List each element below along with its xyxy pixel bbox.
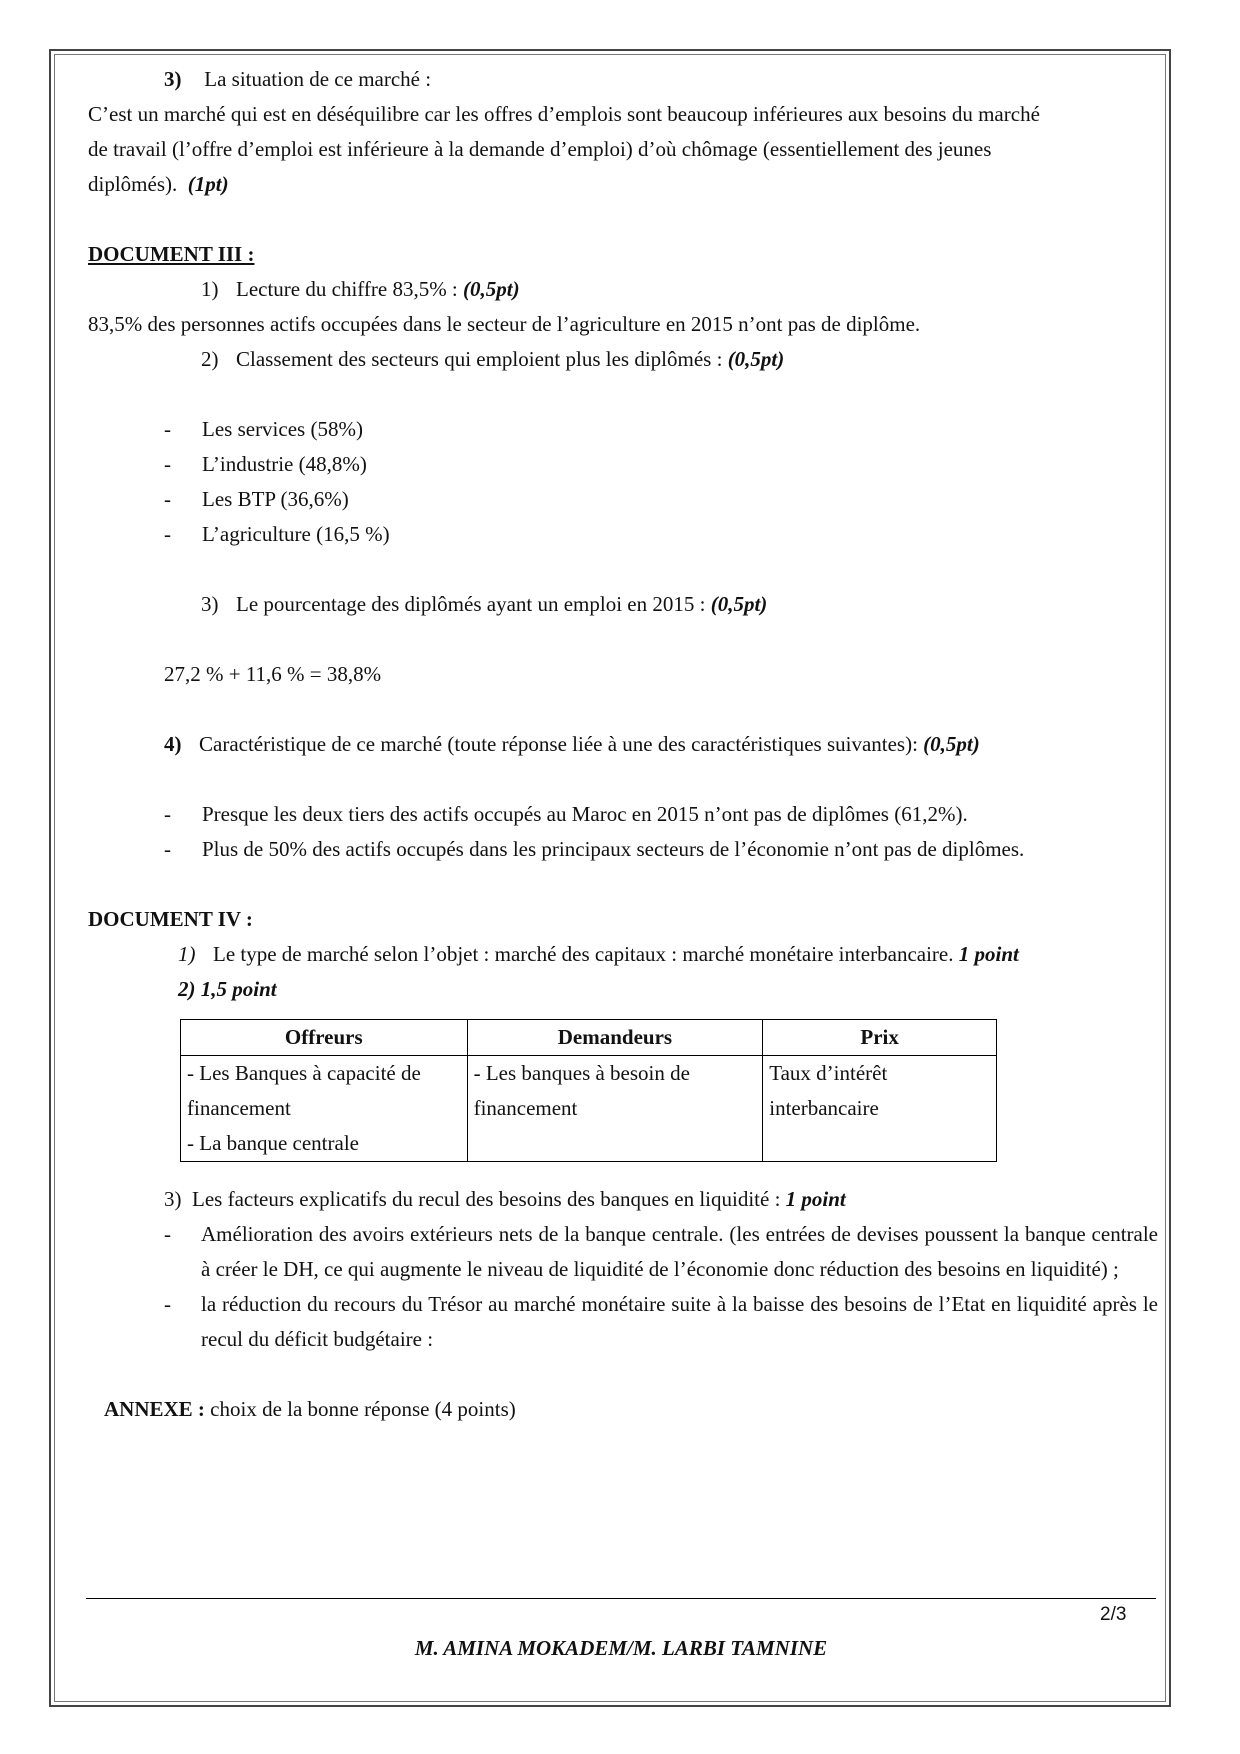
doc3-q2	[88, 342, 1158, 377]
doc3-q3-points: (0,5pt)	[710, 592, 768, 616]
footer-rule	[86, 1598, 1156, 1599]
table-header-row	[181, 1020, 997, 1056]
doc3-q3-text: Le pourcentage des diplômés ayant un emploi en 2015 :	[236, 592, 711, 616]
characteristic-item: - Presque les deux tiers des actifs occupés au Maroc en 2015 n’ont pas de diplômes (61,2%).	[164, 802, 968, 826]
table-header-prix: Prix	[763, 1020, 997, 1056]
doc4-q2-label: 2) 1,5 point	[178, 977, 277, 1001]
cell-line: Taux d’intérêt	[769, 1061, 888, 1085]
characteristic-item: - Plus de 50% des actifs occupés dans les principaux secteurs de l’économie n’ont pas de diplômes.	[164, 837, 1025, 861]
cell-line: - Les banques à besoin de	[473, 1061, 690, 1085]
doc3-q2-points: (0,5pt)	[727, 347, 785, 371]
table-row	[181, 1056, 997, 1162]
s3-heading	[88, 62, 1158, 97]
doc3-q1	[88, 272, 1158, 307]
characteristic-text: Presque les deux tiers des actifs occupés au Maroc en 2015 n’ont pas de diplômes (61,2%).	[202, 802, 968, 826]
annexe-text: choix de la bonne réponse (4 points)	[204, 1397, 516, 1421]
s3-line-3	[88, 167, 1158, 202]
doc3-q1-number: 1)	[201, 277, 219, 301]
factor-text: Amélioration des avoirs extérieurs nets de la banque centrale. (les entrées de devises poussent la banque centrale à créer le DH, ce qui augmente le niveau de liquidité de l’économie donc réduction des besoins en liquidité) ;	[201, 1222, 1158, 1281]
table-cell-demandeurs	[467, 1056, 763, 1162]
doc4-q1-points: 1 point	[958, 942, 1019, 966]
doc3-heading: DOCUMENT III :	[88, 242, 255, 266]
doc3-q1-points: (0,5pt)	[463, 277, 520, 301]
doc3-q4-points: (0,5pt)	[923, 732, 980, 756]
s3-title: La situation de ce marché :	[204, 67, 432, 91]
doc3-q3	[88, 587, 1158, 622]
annexe-line	[88, 1392, 1158, 1427]
doc3-a1: 83,5% des personnes actifs occupées dans le secteur de l’agriculture en 2015 n’ont pas de diplôme.	[88, 312, 921, 336]
factor-item: - Amélioration des avoirs extérieurs nets de la banque centrale. (les entrées de devises poussent la banque centrale à créer le DH, ce qui augmente le niveau de liquidité de l’économie donc réduction des besoins en liquidité) ;	[88, 1217, 1158, 1287]
cell-line: - Les Banques à capacité de	[187, 1061, 421, 1085]
doc3-q2-number: 2)	[201, 347, 219, 371]
market-table	[180, 1019, 997, 1162]
cell-line: - La banque centrale	[187, 1131, 359, 1155]
s3-points: (1pt)	[187, 172, 229, 196]
ranking-item: - L’industrie (48,8%)	[164, 452, 367, 476]
doc4-q3-text: Les facteurs explicatifs du recul des besoins des banques en liquidité :	[192, 1187, 786, 1211]
doc3-q3-number: 3)	[201, 592, 219, 616]
cell-line: financement	[187, 1096, 291, 1120]
table-header-demandeurs: Demandeurs	[467, 1020, 763, 1056]
cell-line: financement	[473, 1096, 578, 1120]
footer-authors: M. AMINA MOKADEM/M. LARBI TAMNINE	[414, 1636, 828, 1660]
doc4-q1-text: Le type de marché selon l’objet : marché des capitaux : marché monétaire interbancaire.	[213, 942, 959, 966]
s3-line-1: C’est un marché qui est en déséquilibre car les offres d’emplois sont beaucoup inférieures aux besoins du marché	[88, 102, 1040, 126]
factor-item: - la réduction du recours du Trésor au marché monétaire suite à la baisse des besoins de l’Etat en liquidité après le recul du déficit budgétaire :	[88, 1287, 1158, 1357]
doc4-q1-number: 1)	[178, 942, 196, 966]
doc3-q2-text: Classement des secteurs qui emploient plus les diplômés :	[236, 347, 728, 371]
doc4-q3-number: 3)	[164, 1187, 182, 1211]
doc4-q1	[88, 937, 1158, 972]
doc3-q1-text: Lecture du chiffre 83,5% :	[236, 277, 464, 301]
ranking-item-text: L’agriculture (16,5 %)	[202, 522, 390, 546]
doc4-heading: DOCUMENT IV :	[88, 907, 253, 931]
table-cell-offreurs	[181, 1056, 468, 1162]
doc3-calculation: 27,2 % + 11,6 % = 38,8%	[164, 662, 382, 686]
s3-line-3-text: diplômés).	[88, 172, 178, 196]
annexe-label: ANNEXE :	[104, 1397, 205, 1421]
ranking-item: - Les services (58%)	[164, 417, 363, 441]
s3-line-2: de travail (l’offre d’emploi est inférieure à la demande d’emploi) d’où chômage (essentiellement des jeunes	[88, 137, 992, 161]
ranking-item-text: Les BTP (36,6%)	[202, 487, 349, 511]
page-number: 2/3	[1100, 1604, 1127, 1625]
ranking-item: - Les BTP (36,6%)	[164, 487, 349, 511]
doc3-q4-text: Caractéristique de ce marché (toute réponse liée à une des caractéristiques suivantes):	[199, 732, 924, 756]
factor-text: la réduction du recours du Trésor au marché monétaire suite à la baisse des besoins de l’Etat en liquidité après le recul du déficit budgétaire :	[201, 1292, 1158, 1351]
ranking-item: - L’agriculture (16,5 %)	[164, 522, 390, 546]
document-body	[88, 62, 1158, 1427]
doc4-q3-points: 1 point	[785, 1187, 846, 1211]
table-cell-prix	[763, 1056, 997, 1162]
doc4-q3	[88, 1182, 1158, 1217]
cell-line: interbancaire	[769, 1096, 879, 1120]
ranking-item-text: Les services (58%)	[202, 417, 363, 441]
ranking-item-text: L’industrie (48,8%)	[202, 452, 367, 476]
s3-number: 3)	[164, 67, 182, 91]
doc3-q4-number: 4)	[164, 732, 182, 756]
table-header-offreurs: Offreurs	[181, 1020, 468, 1056]
doc3-q4	[88, 727, 1158, 762]
characteristic-text: Plus de 50% des actifs occupés dans les principaux secteurs de l’économie n’ont pas de diplômes.	[202, 837, 1025, 861]
